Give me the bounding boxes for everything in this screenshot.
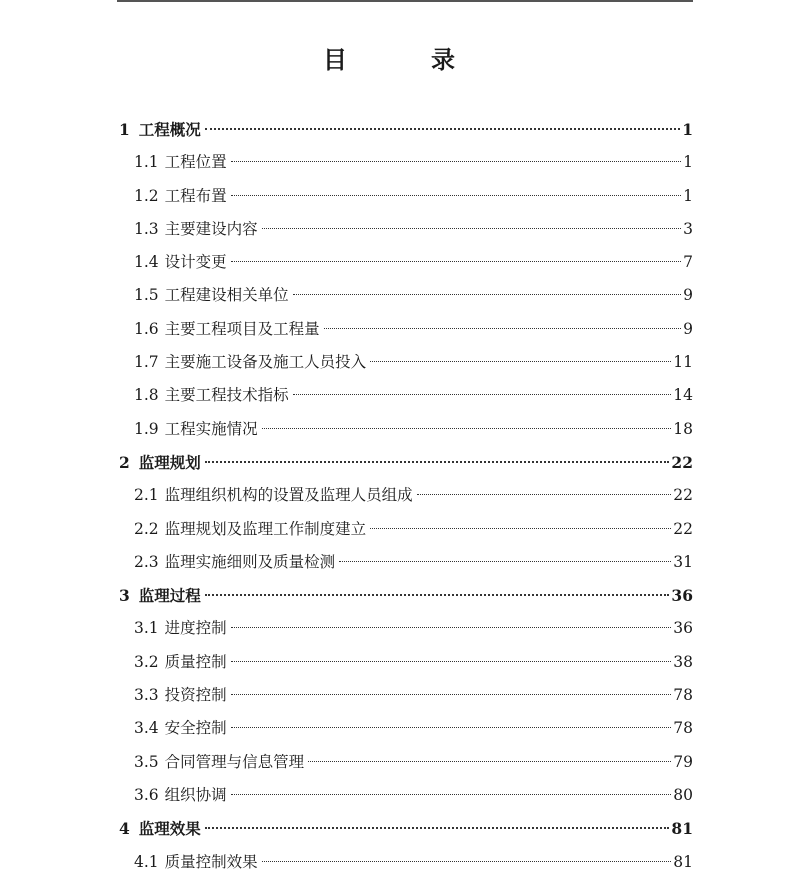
toc-section-entry[interactable]: [117, 246, 693, 279]
toc-page-number: 36: [671, 586, 693, 606]
toc-entry-number: 2.1: [134, 486, 159, 505]
toc-page-number: 18: [673, 419, 693, 438]
toc-section-entry[interactable]: [117, 746, 693, 779]
toc-section-entry[interactable]: [117, 679, 693, 712]
toc-entry-title: 主要建设内容: [164, 219, 258, 238]
toc-section-entry[interactable]: [117, 313, 693, 346]
toc-dot-leader: [293, 394, 672, 395]
toc-dot-leader: [231, 694, 672, 695]
toc-chapter-entry[interactable]: [117, 113, 693, 146]
toc-entry-number: 3.1: [134, 619, 159, 638]
toc-page-number: 22: [673, 519, 693, 538]
toc-entry-number: 1.4: [134, 253, 159, 272]
toc-entry-number: 3.4: [134, 719, 159, 738]
toc-section-entry[interactable]: [117, 146, 693, 179]
toc-page-number: 9: [683, 319, 693, 338]
toc-entry-number: 2.2: [134, 519, 159, 538]
toc-dot-leader: [308, 761, 671, 762]
toc-entry-title: 质量控制: [164, 652, 227, 671]
toc-entry-title: 设计变更: [164, 253, 227, 272]
toc-page-number: 11: [673, 353, 693, 372]
toc-entry-title: 进度控制: [164, 619, 227, 638]
toc-chapter-entry[interactable]: [117, 446, 693, 479]
toc-dot-leader: [231, 627, 672, 628]
toc-page-number: 3: [683, 219, 693, 238]
toc-dot-leader: [231, 661, 672, 662]
toc-page-number: 9: [683, 286, 693, 305]
toc-entry-number: 1.6: [134, 319, 159, 338]
toc-dot-leader: [231, 261, 681, 262]
toc-list: [117, 113, 693, 879]
toc-section-entry[interactable]: [117, 712, 693, 745]
toc-entry-title: 合同管理与信息管理: [164, 752, 305, 771]
toc-entry-title: 工程位置: [164, 153, 227, 172]
toc-entry-title: 监理规划: [138, 452, 201, 472]
toc-page-number: 79: [673, 752, 693, 771]
toc-dot-leader: [262, 228, 681, 229]
toc-entry-title: 工程实施情况: [164, 419, 258, 438]
toc-dot-leader: [205, 594, 670, 596]
toc-page-number: 1: [683, 186, 693, 205]
toc-page-number: 7: [683, 253, 693, 272]
toc-entry-title: 监理过程: [138, 586, 201, 606]
toc-page-number: 78: [673, 719, 693, 738]
toc-page-number: 80: [673, 785, 693, 804]
toc-entry-title: 主要工程项目及工程量: [164, 319, 320, 338]
toc-section-entry[interactable]: [117, 846, 693, 879]
toc-title: 目 录: [323, 45, 485, 74]
toc-dot-leader: [231, 794, 672, 795]
toc-entry-number: 1.2: [134, 186, 159, 205]
toc-dot-leader: [262, 428, 672, 429]
toc-entry-title: 安全控制: [164, 719, 227, 738]
toc-entry-number: 1.9: [134, 419, 159, 438]
toc-section-entry[interactable]: [117, 546, 693, 579]
toc-entry-number: 3.2: [134, 652, 159, 671]
toc-page-number: 81: [673, 852, 693, 871]
toc-entry-number: 3.5: [134, 752, 159, 771]
toc-section-entry[interactable]: [117, 213, 693, 246]
toc-entry-number: 1.8: [134, 386, 159, 405]
toc-page-number: 22: [671, 452, 693, 472]
toc-dot-leader: [370, 528, 671, 529]
toc-dot-leader: [205, 827, 670, 829]
toc-entry-title: 主要施工设备及施工人员投入: [164, 353, 367, 372]
toc-dot-leader: [417, 494, 672, 495]
toc-entry-number: 3.3: [134, 686, 159, 705]
toc-section-entry[interactable]: [117, 346, 693, 379]
toc-page-number: 38: [673, 652, 693, 671]
toc-entry-number: 3: [119, 586, 130, 606]
toc-section-entry[interactable]: [117, 479, 693, 512]
toc-page-number: 36: [673, 619, 693, 638]
toc-entry-number: 1.1: [134, 153, 159, 172]
toc-dot-leader: [339, 561, 671, 562]
toc-page-number: 22: [673, 486, 693, 505]
toc-section-entry[interactable]: [117, 279, 693, 312]
toc-dot-leader: [231, 161, 681, 162]
toc-dot-leader: [324, 328, 681, 329]
toc-page-number: 81: [671, 819, 693, 839]
toc-entry-title: 工程概况: [138, 120, 201, 139]
toc-page-number: 1: [683, 153, 693, 172]
toc-entry-title: 监理组织机构的设置及监理人员组成: [164, 486, 413, 505]
toc-entry-number: 4.1: [134, 852, 159, 871]
toc-entry-number: 2.3: [134, 552, 159, 571]
toc-entry-title: 工程建设相关单位: [164, 286, 289, 305]
page-top-rule: [117, 0, 693, 2]
toc-dot-leader: [293, 294, 681, 295]
toc-entry-number: 4: [119, 819, 130, 839]
toc-dot-leader: [205, 128, 680, 130]
toc-page-number: 14: [673, 386, 693, 405]
toc-page-number: 1: [682, 120, 693, 139]
toc-chapter-entry[interactable]: [117, 579, 693, 612]
toc-entry-number: 1: [119, 120, 130, 139]
toc-entry-title: 监理效果: [138, 819, 201, 839]
toc-entry-title: 工程布置: [164, 186, 227, 205]
toc-entry-number: 1.7: [134, 353, 159, 372]
toc-entry-number: 2: [119, 452, 130, 472]
toc-page-number: 78: [673, 686, 693, 705]
toc-section-entry[interactable]: [117, 413, 693, 446]
toc-chapter-entry[interactable]: [117, 812, 693, 845]
toc-dot-leader: [370, 361, 671, 362]
toc-page-number: 31: [673, 552, 693, 571]
toc-entry-title: 监理规划及监理工作制度建立: [164, 519, 367, 538]
toc-section-entry[interactable]: [117, 180, 693, 213]
toc-entry-number: 1.3: [134, 219, 159, 238]
toc-entry-number: 3.6: [134, 785, 159, 804]
toc-dot-leader: [231, 195, 681, 196]
toc-dot-leader: [262, 861, 672, 862]
toc-entry-title: 主要工程技术指标: [164, 386, 289, 405]
toc-entry-title: 质量控制效果: [164, 852, 258, 871]
toc-section-entry[interactable]: [117, 779, 693, 812]
toc-section-entry[interactable]: [117, 379, 693, 412]
toc-section-entry[interactable]: [117, 513, 693, 546]
toc-dot-leader: [205, 461, 670, 463]
toc-entry-title: 投资控制: [164, 686, 227, 705]
toc-section-entry[interactable]: [117, 646, 693, 679]
toc-section-entry[interactable]: [117, 612, 693, 645]
toc-dot-leader: [231, 727, 672, 728]
toc-entry-number: 1.5: [134, 286, 159, 305]
toc-entry-title: 监理实施细则及质量检测: [164, 552, 336, 571]
toc-entry-title: 组织协调: [164, 785, 227, 804]
